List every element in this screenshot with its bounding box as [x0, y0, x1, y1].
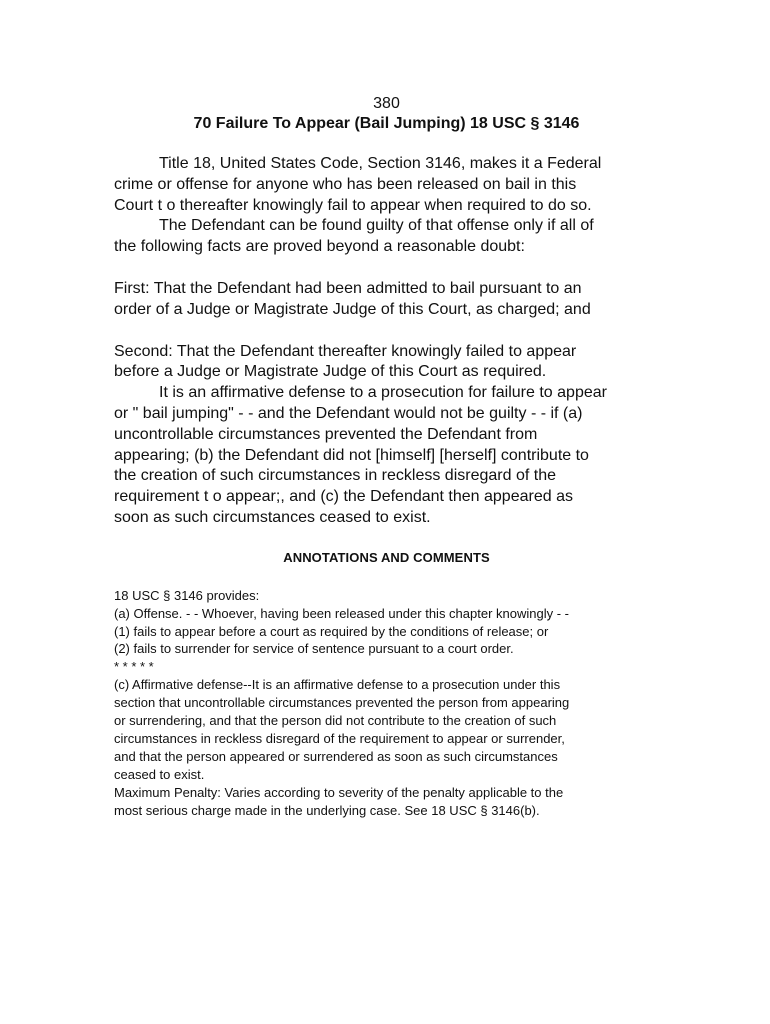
intro-paragraph: Title 18, United States Code, Section 3146, makes it a Federal crime or offense for anyone who has been released on bail in this Court t o thereafter knowingly fail to appear when required to do so. [114, 155, 602, 214]
page-title: 70 Failure To Appear (Bail Jumping) 18 USC § 3146 [193, 115, 580, 132]
page-number: 380 [373, 95, 400, 112]
annotation-line: (2) fails to surrender for service of sentence pursuant to a court order. [114, 641, 514, 657]
guilty-paragraph: The Defendant can be found guilty of that offense only if all of the following facts are proved beyond a reasonable doubt: [114, 217, 594, 256]
first-element-paragraph: First: That the Defendant had been admitted to bail pursuant to an order of a Judge or Magistrate Judge of this Court, as charged; and [114, 279, 591, 318]
affirmative-defense-paragraph: It is an affirmative defense to a prosecution for failure to appear or " bail jumping" - - and the Defendant would not be guilty - - if (a) uncontrollable circumstances prevented the Defendant from appearing; (b) the Defendant did not [himself] [herself] contribute to the creation of such circumstances in reckless disregard of the requirement t o appear;, and (c) the Defendant then appeared as soon as such circumstances ceased to exist. [114, 384, 607, 526]
second-element-paragraph: Second: That the Defendant thereafter knowingly failed to appear before a Judge or Magistrate Judge of this Court as required. [114, 342, 577, 381]
page-content [114, 94, 659, 820]
annotations-body [114, 587, 659, 820]
annotation-line: (a) Offense. - - Whoever, having been released under this chapter knowingly - - [114, 605, 569, 621]
annotation-line: (c) Affirmative defense--It is an affirmative defense to a prosecution under this section that uncontrollable circumstances prevented the person from appearing or surrendering, and that the person did not contribute to the creation of such circumstances in reckless disregard of the requirement to appear or surrender, and that the person appeared or surrendered as soon as such circumstances ceased to exist. [114, 677, 570, 782]
annotation-line: Maximum Penalty: Varies according to severity of the penalty applicable to the most serious charge made in the underlying case. See 18 USC § 3146(b). [114, 784, 564, 818]
paragraph-gap [114, 321, 659, 342]
annotation-line: (1) fails to appear before a court as required by the conditions of release; or [114, 623, 549, 639]
annotation-line: 18 USC § 3146 provides: [114, 587, 260, 603]
annotation-line: * * * * * [114, 659, 154, 675]
paragraph-gap [114, 258, 659, 279]
annotations-heading: ANNOTATIONS AND COMMENTS [283, 549, 490, 565]
